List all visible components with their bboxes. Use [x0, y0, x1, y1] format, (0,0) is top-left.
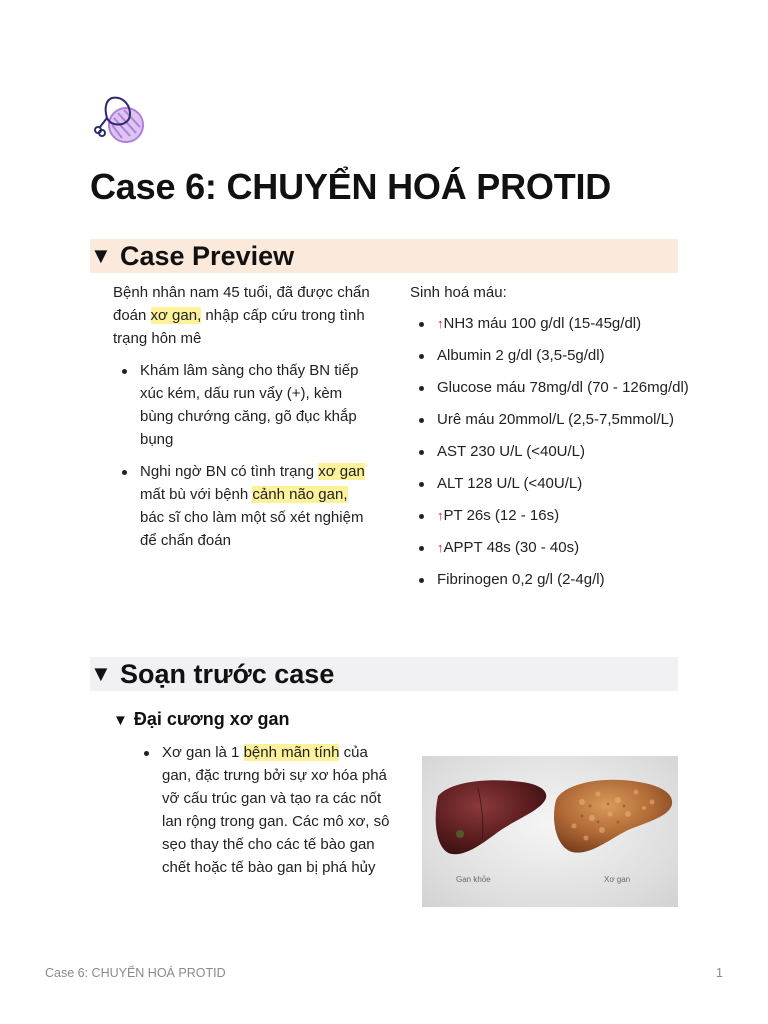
definition-list: [135, 741, 397, 879]
triangle-down-icon: ▼: [113, 712, 128, 729]
list-item: [113, 460, 375, 552]
list-item: [410, 312, 690, 335]
arrow-up-icon: ↑: [437, 540, 444, 555]
footer-title: Case 6: CHUYỂN HOÁ PROTID: [45, 966, 226, 980]
labs-list: [410, 312, 690, 591]
text: của gan, đặc trưng bởi sự xơ hóa phá vỡ cấu trúc gan và tạo ra các nốt lan rộng trong gan. Các mô xơ, sô sẹo thay thế cho các tế bào gan chết hoặc tế bào gan bị phá hủy: [162, 744, 390, 876]
text: Xơ gan là 1: [162, 744, 244, 761]
text: mất bù với bệnh: [140, 486, 253, 503]
arrow-up-icon: ↑: [437, 508, 444, 523]
highlight-benh-man-tinh: bệnh mãn tính: [243, 744, 340, 761]
preview-left-column: [113, 281, 375, 561]
list-item: [410, 344, 690, 367]
list-item: [410, 504, 690, 527]
liver-comparison-image: [422, 756, 678, 907]
page-number: 1: [716, 966, 723, 980]
list-item: [410, 376, 690, 399]
lab-text: AST 230 U/L (<40U/L): [437, 443, 585, 460]
text: Nghi ngờ BN có tình trạng: [140, 463, 319, 480]
labs-title: Sinh hoá máu:: [410, 284, 507, 301]
highlight-canh-nao-gan: cảnh não gan,: [252, 486, 348, 503]
toggle-case-preview[interactable]: [90, 239, 678, 273]
sub-heading-text: Đại cương xơ gan: [133, 709, 290, 729]
highlight-xo-gan: xơ gan,: [150, 307, 202, 324]
caption-healthy: Gan khỏe: [456, 875, 491, 884]
lab-text: Glucose máu 78mg/dl (70 - 126mg/dl): [437, 379, 689, 396]
list-item: [410, 440, 690, 463]
list-item: [410, 536, 690, 559]
definition-column: [135, 741, 397, 879]
preview-bullets: [113, 359, 375, 552]
lab-text: PT 26s (12 - 16s): [443, 507, 560, 524]
lab-text: NH3 máu 100 g/dl (15-45g/dl): [443, 315, 642, 332]
chicken-leg-icon: [90, 92, 146, 148]
triangle-down-icon: ▼: [90, 661, 112, 686]
caption-cirrhosis: Xơ gan: [604, 875, 631, 884]
lab-text: APPT 48s (30 - 40s): [443, 539, 580, 556]
list-item: Khám lâm sàng cho thấy BN tiếp xúc kém, dấu run vẩy (+), kèm bùng chướng căng, gõ đục khắp bụng: [113, 359, 375, 451]
lab-text: ALT 128 U/L (<40U/L): [437, 475, 583, 492]
lab-text: Albumin 2 g/dl (3,5-5g/dl): [437, 347, 605, 364]
case-intro: [113, 281, 375, 350]
page-title: Case 6: CHUYỂN HOÁ PROTID: [90, 166, 612, 207]
liver-illustration: [422, 756, 678, 907]
toggle-soan-truoc-case[interactable]: [90, 657, 678, 691]
list-item: [410, 472, 690, 495]
text: nhập cấp cứu trong tình trạng hôn mê: [113, 307, 365, 347]
highlight-xo-gan: xơ gan: [318, 463, 365, 480]
lab-text: Fibrinogen 0,2 g/l (2-4g/l): [437, 571, 605, 588]
section-title-soan: Soạn trước case: [120, 658, 335, 689]
section-title-preview: Case Preview: [120, 240, 295, 271]
toggle-dai-cuong-xo-gan[interactable]: [113, 709, 290, 730]
list-item: [410, 408, 690, 431]
text: bác sĩ cho làm một số xét nghiệm để chẩn đoán: [140, 509, 364, 549]
list-item: [410, 568, 690, 591]
preview-right-column: [410, 281, 690, 600]
lab-text: Urê máu 20mmol/L (2,5-7,5mmol/L): [437, 411, 675, 428]
arrow-up-icon: ↑: [437, 316, 444, 331]
text: Bệnh nhân nam 45 tuổi, đã được chẩn đoán: [113, 284, 370, 324]
list-item: [135, 741, 397, 879]
triangle-down-icon: ▼: [90, 243, 112, 268]
